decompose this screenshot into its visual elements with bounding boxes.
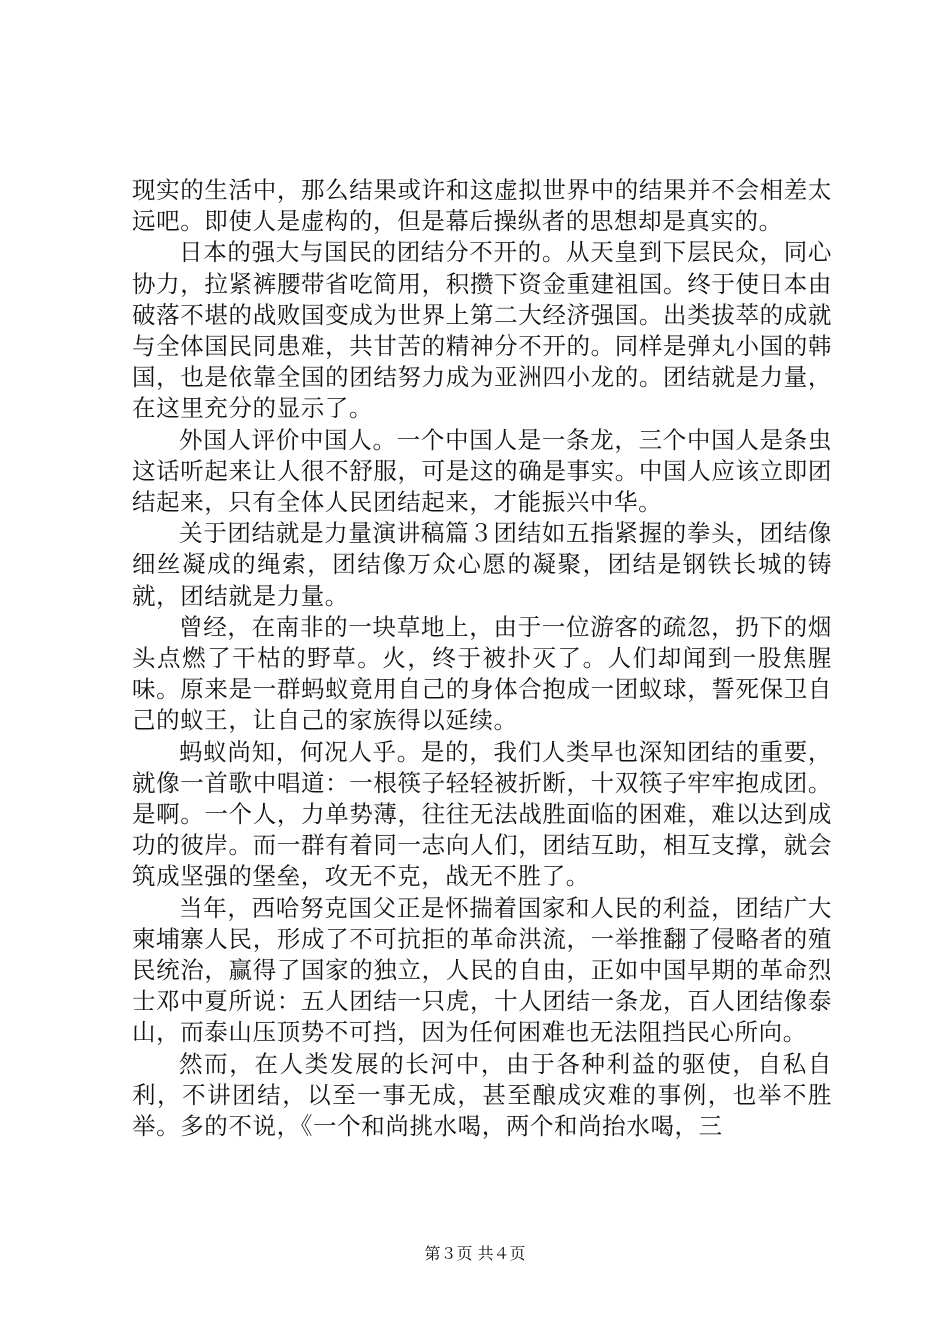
paragraph-sihanouk: 当年，西哈努克国父正是怀揣着国家和人民的利益，团结广大柬埔寨人民，形成了不可抗拒的革命洪流，一举推翻了侵略者的殖民统治，赢得了国家的独立，人民的自由，正如中国早期的革命烈士邓中夏所说：五人团结一只虎，十人团结一条龙，百人团结像泰山，而泰山压顶势不可挡，因为任何困难也无法阻挡民心所向。	[132, 893, 832, 1047]
paragraph-speech-3: 关于团结就是力量演讲稿篇３团结如五指紧握的拳头，团结像细丝凝成的绳索，团结像万众心愿的凝聚，团结是钢铁长城的铸就，团结就是力量。	[132, 519, 832, 610]
page-number-footer: 第３页 共４页	[424, 1244, 526, 1263]
paragraph-continuation: 现实的生活中，那么结果或许和这虚拟世界中的结果并不会相差太远吧。即使人是虚构的，但是幕后操纵者的思想却是真实的。	[132, 176, 832, 236]
paragraph-foreigners: 外国人评价中国人。一个中国人是一条龙，三个中国人是条虫这话听起来让人很不舒服，可是这的确是事实。中国人应该立即团结起来，只有全体人民团结起来，才能振兴中华。	[132, 425, 832, 517]
paragraph-chopsticks: 蚂蚁尚知，何况人乎。是的，我们人类早也深知团结的重要，就像一首歌中唱道：一根筷子轻轻被折断，十双筷子牢牢抱成团。是啊。一个人，力单势薄，往往无法战胜面临的困难，难以达到成功的彼岸。而一群有着同一志向人们，团结互助，相互支撑，就会筑成坚强的堡垒，攻无不克，战无不胜了。	[132, 737, 832, 891]
paragraph-japan: 日本的强大与国民的团结分不开的。从天皇到下层民众，同心协力，拉紧裤腰带省吃简用，积攒下资金重建祖国。终于使日本由破落不堪的战败国变成为世界上第二大经济强国。出类拔萃的成就与全体国民同患难，共甘苦的精神分不开的。同样是弹丸小国的韩国，也是依靠全国的团结努力成为亚洲四小龙的。团结就是力量，在这里充分的显示了。	[132, 238, 832, 423]
paragraph-ants: 曾经，在南非的一块草地上，由于一位游客的疏忽，扔下的烟头点燃了干枯的野草。火，终于被扑灭了。人们却闻到一股焦腥味。原来是一群蚂蚁竟用自己的身体合抱成一团蚁球，誓死保卫自己的蚁王，让自己的家族得以延续。	[132, 612, 832, 735]
paragraph-however: 然而，在人类发展的长河中，由于各种利益的驱使，自私自利，不讲团结，以至一事无成，甚至酿成灾难的事例，也举不胜举。多的不说，《一个和尚挑水喝，两个和尚抬水喝，三	[132, 1049, 832, 1141]
body-text	[132, 175, 832, 1142]
